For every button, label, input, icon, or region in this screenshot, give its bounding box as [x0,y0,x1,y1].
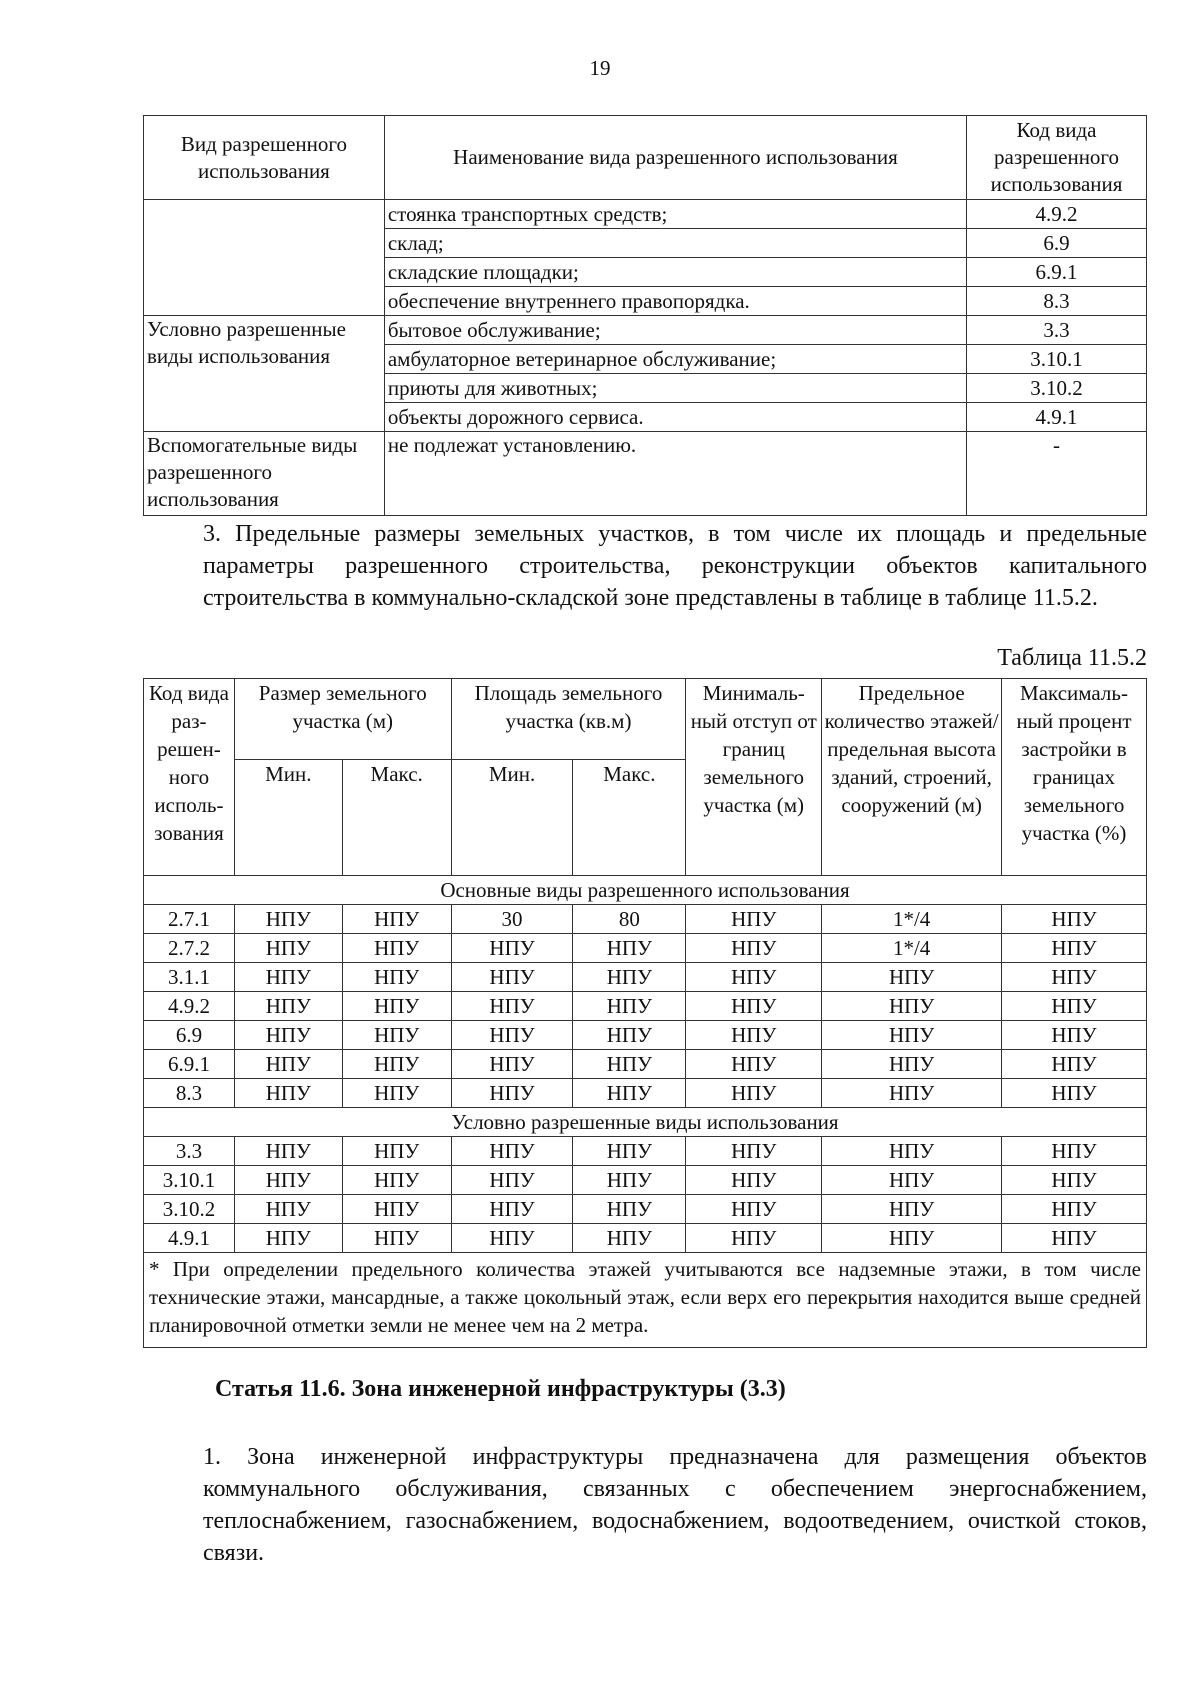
section-title: Основные виды разрешенного использования [144,876,1147,905]
param-cell: НПУ [1002,934,1147,963]
param-cell: НПУ [342,934,451,963]
param-cell: НПУ [342,905,451,934]
footnote-row [144,1253,1147,1348]
param-cell: НПУ [822,1224,1002,1253]
header-area-max: Макс. [573,760,686,876]
param-cell: НПУ [234,1021,342,1050]
param-cell: НПУ [822,1166,1002,1195]
param-cell: НПУ [573,1079,686,1108]
param-cell: НПУ [451,1050,573,1079]
param-cell: НПУ [342,1137,451,1166]
param-cell: НПУ [234,1079,342,1108]
use-code-cell: 3.10.2 [144,1195,235,1224]
param-cell: НПУ [822,1050,1002,1079]
paragraph-zone [143,1441,1147,1569]
param-cell: НПУ [686,934,822,963]
use-code-cell: 8.3 [967,287,1147,316]
param-cell: НПУ [342,1224,451,1253]
use-name-cell: не подлежат установлению. [384,432,966,516]
param-cell: НПУ [573,1050,686,1079]
param-cell: НПУ [1002,1079,1147,1108]
header-code: Код вида раз-решен-ного исполь-зования [144,679,235,876]
param-cell: НПУ [686,1050,822,1079]
use-code-cell: 4.9.2 [967,200,1147,229]
param-cell: НПУ [451,1195,573,1224]
use-name-cell: складские площадки; [384,258,966,287]
permitted-use-table [143,115,1147,516]
param-cell: НПУ [342,1195,451,1224]
param-cell: НПУ [822,1021,1002,1050]
param-cell: НПУ [822,992,1002,1021]
param-cell: НПУ [686,992,822,1021]
table-row [144,316,1147,345]
paragraph-zone-text: 1. Зона инженерной инфраструктуры предназначена для размещения объектов коммунального обслуживания, связанных с обеспечением энергоснабжением, теплоснабжением, газоснабжением, водоснабжением, водоотведением, очисткой стоков, связи. [203,1444,1147,1566]
param-cell: НПУ [1002,1166,1147,1195]
table1-header-use-type: Вид разрешенного использования [144,116,385,200]
use-name-cell: обеспечение внутреннего правопорядка. [384,287,966,316]
param-cell: НПУ [1002,1195,1147,1224]
category-cell: Условно разрешенные виды использования [144,316,385,432]
param-cell: НПУ [1002,1137,1147,1166]
table-row [144,1166,1147,1195]
param-cell: НПУ [686,963,822,992]
use-name-cell: бытовое обслуживание; [384,316,966,345]
param-cell: НПУ [1002,905,1147,934]
table-row [144,963,1147,992]
param-cell: НПУ [451,1079,573,1108]
category-cell [144,200,385,316]
param-cell: НПУ [451,1166,573,1195]
table-row [144,1079,1147,1108]
parameters-table [143,678,1147,1348]
param-cell: НПУ [822,1195,1002,1224]
param-cell: НПУ [342,1050,451,1079]
param-cell: НПУ [342,1021,451,1050]
table-caption: Таблица 11.5.2 [997,645,1147,671]
table-footnote: * При определении предельного количества этажей учитываются все надземные этажи, в том числе технические этажи, мансардные, а также цокольный этаж, если верх его перекрытия находится выше средней планировочной отметки земли не менее чем на 2 метра. [144,1253,1147,1348]
use-name-cell: склад; [384,229,966,258]
table-row [144,1195,1147,1224]
use-code-cell: 6.9.1 [144,1050,235,1079]
use-code-cell: - [967,432,1147,516]
table-row [144,1021,1147,1050]
param-cell: НПУ [686,1079,822,1108]
param-cell: НПУ [686,1166,822,1195]
param-cell: НПУ [686,1137,822,1166]
param-cell: НПУ [573,992,686,1021]
param-cell: НПУ [234,1224,342,1253]
category-cell: Вспомогательные виды разрешенного использования [144,432,385,516]
use-code-cell: 2.7.1 [144,905,235,934]
param-cell: НПУ [1002,992,1147,1021]
use-code-cell: 3.10.1 [144,1166,235,1195]
param-cell: 1*/4 [822,905,1002,934]
use-code-cell: 3.3 [144,1137,235,1166]
use-code-cell: 2.7.2 [144,934,235,963]
param-cell: НПУ [234,963,342,992]
use-code-cell: 8.3 [144,1079,235,1108]
header-floors: Предельное количество этажей/ предельная высота зданий, строений, сооружений (м) [822,679,1002,876]
table-row [144,934,1147,963]
use-code-cell: 4.9.1 [144,1224,235,1253]
table1-header-use-code: Код вида разрешенного использования [967,116,1147,200]
param-cell: НПУ [822,1079,1002,1108]
param-cell: НПУ [451,992,573,1021]
table-row [144,1137,1147,1166]
header-size-max: Макс. [342,760,451,876]
header-plot-area: Площадь земельного участка (кв.м) [451,679,686,760]
param-cell: НПУ [686,905,822,934]
header-plot-size: Размер земельного участка (м) [234,679,451,760]
param-cell: НПУ [234,934,342,963]
use-code-cell: 3.10.1 [967,345,1147,374]
param-cell: 80 [573,905,686,934]
param-cell: НПУ [451,963,573,992]
param-cell: НПУ [451,1137,573,1166]
use-code-cell: 6.9 [144,1021,235,1050]
param-cell: НПУ [1002,1021,1147,1050]
param-cell: 1*/4 [822,934,1002,963]
section-row [144,876,1147,905]
param-cell: НПУ [234,1195,342,1224]
param-cell: НПУ [1002,1050,1147,1079]
param-cell: НПУ [451,934,573,963]
param-cell: НПУ [573,1137,686,1166]
param-cell: НПУ [573,963,686,992]
table-row [144,1224,1147,1253]
use-code-cell: 4.9.1 [967,403,1147,432]
paragraph-3-text: 3. Предельные размеры земельных участков, в том числе их площадь и предельные параметры разрешенного строительства, реконструкции объектов капитального строительства в коммунально-складской зоне представлены в таблице в таблице 11.5.2. [203,521,1147,611]
paragraph-3 [143,518,1147,614]
section-title: Условно разрешенные виды использования [144,1108,1147,1137]
param-cell: 30 [451,905,573,934]
param-cell: НПУ [451,1021,573,1050]
use-name-cell: стоянка транспортных средств; [384,200,966,229]
param-cell: НПУ [234,1166,342,1195]
header-area-min: Мин. [451,760,573,876]
param-cell: НПУ [234,992,342,1021]
use-code-cell: 4.9.2 [144,992,235,1021]
header-build-percent: Максималь-ный процент застройки в границах земельного участка (%) [1002,679,1147,876]
header-min-offset: Минималь-ный отступ от границ земельного участка (м) [686,679,822,876]
table-row [144,200,1147,229]
table-row [144,432,1147,516]
use-code-cell: 3.3 [967,316,1147,345]
use-name-cell: приюты для животных; [384,374,966,403]
use-code-cell: 6.9.1 [967,258,1147,287]
param-cell: НПУ [342,1079,451,1108]
section-row [144,1108,1147,1137]
param-cell: НПУ [342,963,451,992]
param-cell: НПУ [1002,1224,1147,1253]
param-cell: НПУ [573,1195,686,1224]
param-cell: НПУ [451,1224,573,1253]
use-code-cell: 6.9 [967,229,1147,258]
table-row [144,992,1147,1021]
param-cell: НПУ [573,1166,686,1195]
param-cell: НПУ [686,1195,822,1224]
param-cell: НПУ [234,1137,342,1166]
param-cell: НПУ [234,905,342,934]
table1-header-use-name: Наименование вида разрешенного использования [384,116,966,200]
use-code-cell: 3.1.1 [144,963,235,992]
param-cell: НПУ [342,992,451,1021]
use-name-cell: объекты дорожного сервиса. [384,403,966,432]
param-cell: НПУ [1002,963,1147,992]
param-cell: НПУ [686,1021,822,1050]
param-cell: НПУ [342,1166,451,1195]
param-cell: НПУ [573,1224,686,1253]
header-size-min: Мин. [234,760,342,876]
param-cell: НПУ [573,1021,686,1050]
param-cell: НПУ [822,1137,1002,1166]
param-cell: НПУ [822,963,1002,992]
use-code-cell: 3.10.2 [967,374,1147,403]
article-heading: Статья 11.6. Зона инженерной инфраструктуры (3.3) [215,1376,786,1402]
table-row [144,905,1147,934]
page-number: 19 [589,56,611,80]
param-cell: НПУ [234,1050,342,1079]
param-cell: НПУ [573,934,686,963]
param-cell: НПУ [686,1224,822,1253]
table-row [144,1050,1147,1079]
use-name-cell: амбулаторное ветеринарное обслуживание; [384,345,966,374]
